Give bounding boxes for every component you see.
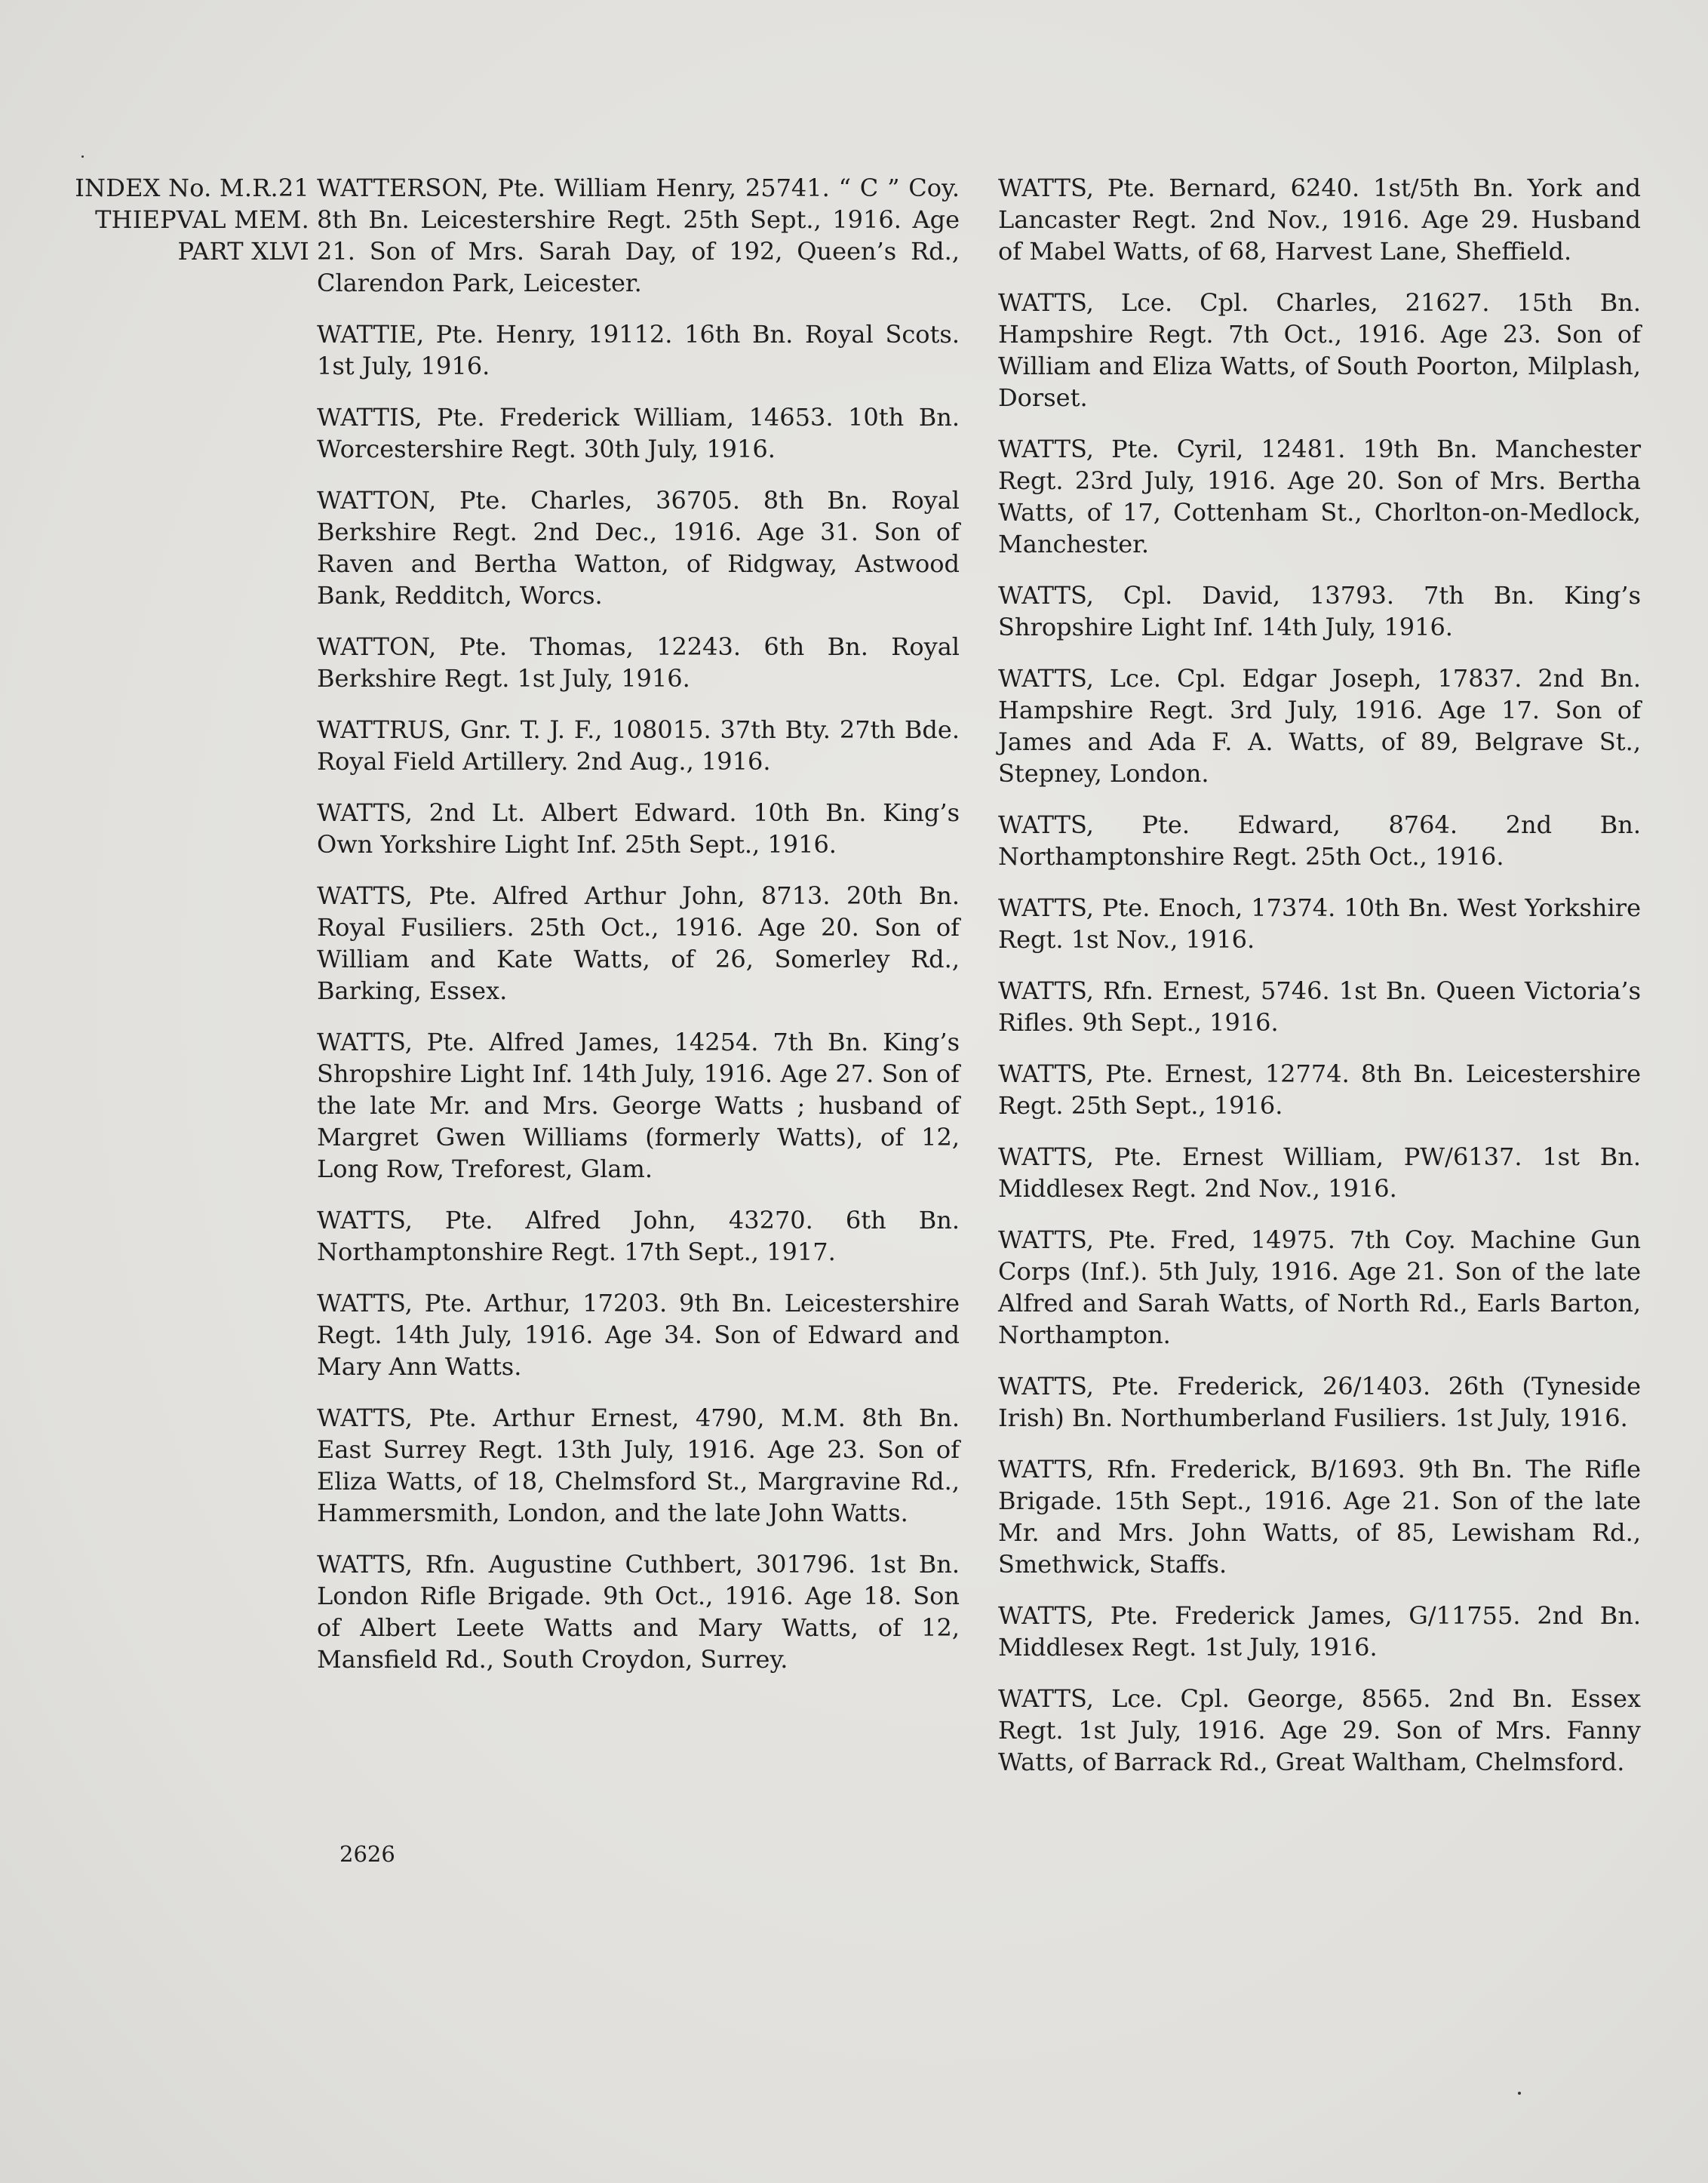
- register-entry: WATTS, Rfn. Augustine Cuthbert, 301796. 1st Bn. London Rifle Brigade. 9th Oct., 1916. Age 18. Son of Albert Leete Watts and Mary Watts, of 12, Mansfield Rd., South Croydon, Surrey.: [317, 1550, 960, 1674]
- register-entry: WATTS, Lce. Cpl. Edgar Joseph, 17837. 2nd Bn. Hampshire Regt. 3rd July, 1916. Age 17. Son of James and Ada F. A. Watts, of 89, Belgrave St., Stepney, London.: [998, 664, 1641, 788]
- register-entry: WATTS, Pte. Alfred John, 43270. 6th Bn. Northamptonshire Regt. 17th Sept., 1917.: [317, 1206, 960, 1266]
- register-entry: WATTS, Pte. Bernard, 6240. 1st/5th Bn. York and Lancaster Regt. 2nd Nov., 1916. Age 29. Husband of Mabel Watts, of 68, Harvest Lane, Sheffield.: [998, 174, 1641, 266]
- register-entry: WATTIE, Pte. Henry, 19112. 16th Bn. Royal Scots. 1st July, 1916.: [317, 320, 960, 380]
- register-entry: WATTS, Pte. Ernest, 12774. 8th Bn. Leicestershire Regt. 25th Sept., 1916.: [998, 1059, 1641, 1120]
- register-entry: WATTON, Pte. Thomas, 12243. 6th Bn. Royal Berkshire Regt. 1st July, 1916.: [317, 632, 960, 693]
- register-entry: WATTS, Rfn. Ernest, 5746. 1st Bn. Queen Victoria’s Rifles. 9th Sept., 1916.: [998, 976, 1641, 1037]
- register-entry: WATTS, Pte. Frederick James, G/11755. 2nd Bn. Middlesex Regt. 1st July, 1916.: [998, 1601, 1641, 1662]
- register-entry: WATTS, Lce. Cpl. George, 8565. 2nd Bn. Essex Regt. 1st July, 1916. Age 29. Son of Mrs. Fanny Watts, of Barrack Rd., Great Waltham, Chelmsford.: [998, 1684, 1641, 1776]
- paper-speck: [1518, 2092, 1521, 2095]
- register-entry: WATTS, Pte. Enoch, 17374. 10th Bn. West Yorkshire Regt. 1st Nov., 1916.: [998, 893, 1641, 954]
- register-entry: WATTERSON, Pte. William Henry, 25741. “ C ” Coy. 8th Bn. Leicestershire Regt. 25th Sept., 1916. Age 21. Son of Mrs. Sarah Day, of 192, Queen’s Rd., Clarendon Park, Leicester.: [317, 174, 960, 297]
- register-entry: WATTS, Pte. Frederick, 26/1403. 26th (Tyneside Irish) Bn. Northumberland Fusiliers. 1st July, 1916.: [998, 1372, 1641, 1432]
- page-number: 2626: [339, 1841, 395, 1867]
- memorial-name: THIEPVAL MEM.: [95, 205, 309, 234]
- register-entry: WATTS, Rfn. Frederick, B/1693. 9th Bn. The Rifle Brigade. 15th Sept., 1916. Age 21. Son of the late Mr. and Mrs. John Watts, of 85, Lewisham Rd., Smethwick, Staffs.: [998, 1455, 1641, 1579]
- index-number: INDEX No. M.R.21: [75, 174, 309, 202]
- register-entry: WATTS, 2nd Lt. Albert Edward. 10th Bn. King’s Own Yorkshire Light Inf. 25th Sept., 1916.: [317, 798, 960, 859]
- register-entry: WATTS, Lce. Cpl. Charles, 21627. 15th Bn. Hampshire Regt. 7th Oct., 1916. Age 23. Son of William and Eliza Watts, of South Poorton, Milplash, Dorset.: [998, 288, 1641, 412]
- register-entry: WATTS, Cpl. David, 13793. 7th Bn. King’s Shropshire Light Inf. 14th July, 1916.: [998, 581, 1641, 641]
- register-entry: WATTS, Pte. Alfred Arthur John, 8713. 20th Bn. Royal Fusiliers. 25th Oct., 1916. Age 20. Son of William and Kate Watts, of 26, Somerley Rd., Barking, Essex.: [317, 881, 960, 1005]
- register-entry: WATTS, Pte. Fred, 14975. 7th Coy. Machine Gun Corps (Inf.). 5th July, 1916. Age 21. Son of the late Alfred and Sarah Watts, of North Rd., Earls Barton, Northampton.: [998, 1225, 1641, 1349]
- register-entry: WATTS, Pte. Ernest William, PW/6137. 1st Bn. Middlesex Regt. 2nd Nov., 1916.: [998, 1142, 1641, 1203]
- register-entry: WATTS, Pte. Edward, 8764. 2nd Bn. Northamptonshire Regt. 25th Oct., 1916.: [998, 810, 1641, 871]
- index-reference: [15, 172, 309, 267]
- paper-speck: [81, 155, 84, 158]
- register-entry: WATTIS, Pte. Frederick William, 14653. 10th Bn. Worcestershire Regt. 30th July, 1916.: [317, 403, 960, 463]
- register-entry: WATTS, Pte. Alfred James, 14254. 7th Bn. King’s Shropshire Light Inf. 14th July, 1916. Age 27. Son of the late Mr. and Mrs. George Watts ; husband of Margret Gwen Williams (formerly Watts), of 12, Long Row, Treforest, Glam.: [317, 1028, 960, 1183]
- register-entry: WATTRUS, Gnr. T. J. F., 108015. 37th Bty. 27th Bde. Royal Field Artillery. 2nd Aug., 1916.: [317, 715, 960, 776]
- register-entry: WATTON, Pte. Charles, 36705. 8th Bn. Royal Berkshire Regt. 2nd Dec., 1916. Age 31. Son of Raven and Bertha Watton, of Ridgway, Astwood Bank, Redditch, Worcs.: [317, 486, 960, 610]
- right-column: [998, 172, 1641, 1797]
- left-column: [317, 172, 960, 1695]
- register-entry: WATTS, Pte. Arthur, 17203. 9th Bn. Leicestershire Regt. 14th July, 1916. Age 34. Son of Edward and Mary Ann Watts.: [317, 1289, 960, 1381]
- part-number: PART XLVI: [177, 237, 309, 266]
- register-entry: WATTS, Pte. Arthur Ernest, 4790, M.M. 8th Bn. East Surrey Regt. 13th July, 1916. Age 23. Son of Eliza Watts, of 18, Chelmsford St., Margravine Rd., Hammersmith, London, and the late John Watts.: [317, 1404, 960, 1527]
- register-entry: WATTS, Pte. Cyril, 12481. 19th Bn. Manchester Regt. 23rd July, 1916. Age 20. Son of Mrs. Bertha Watts, of 17, Cottenham St., Chorlton-on-Medlock, Manchester.: [998, 435, 1641, 558]
